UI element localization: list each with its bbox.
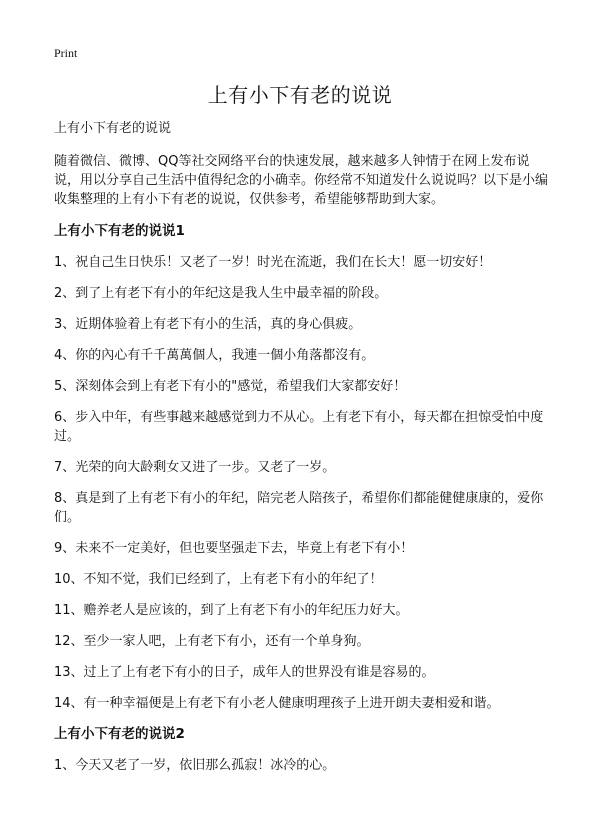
list-item: 12、至少一家人吧，上有老下有小，还有一个单身狗。 (54, 634, 370, 649)
article-body (54, 119, 554, 787)
section-heading: 上有小下有老的说说2 (54, 726, 185, 742)
list-item: 10、不知不觉，我们已经到了，上有老下有小的年纪了！ (54, 572, 383, 587)
list-item: 7、光荣的向大龄剩女又进了一步。又老了一岁。 (54, 460, 336, 475)
list-item: 6、步入中年，有些事越来越感觉到力不从心。上有老下有小，每天都在担惊受怕中度过。 (54, 410, 544, 444)
section-heading: 上有小下有老的说说1 (54, 223, 185, 239)
list-item: 5、深刻体会到上有老下有小的"感觉，希望我们大家都安好！ (54, 379, 407, 394)
list-item: 4、你的內心有千千萬萬個人，我連一個小角落都沒有。 (54, 348, 375, 363)
section-2 (54, 725, 554, 775)
page-title: 上有小下有老的说说 (207, 83, 393, 107)
list-item: 14、有一种幸福便是上有老下有小老人健康明理孩子上进开朗夫妻相爱和谐。 (54, 696, 500, 711)
section-1 (54, 222, 554, 713)
list-item: 9、未来不一定美好，但也要坚强走下去，毕竟上有老下有小！ (54, 541, 414, 556)
print-link[interactable]: Print (54, 46, 78, 60)
intro-paragraph: 随着微信、微博、QQ等社交网络平台的快速发展，越来越多人钟情于在网上发布说说，用以分享自己生活中值得纪念的小确幸。你经常不知道发什么说说吗？以下是小编收集整理的上有小下有老的说说，仅供参考，希望能够帮助到大家。 (54, 154, 549, 207)
list-item: 8、真是到了上有老下有小的年纪，陪完老人陪孩子，希望你们都能健健康康的，爱你们。 (54, 491, 544, 525)
list-item: 1、今天又老了一岁，依旧那么孤寂！冰冷的心。 (54, 758, 336, 773)
subtitle: 上有小下有老的说说 (54, 121, 172, 136)
list-item: 11、赡养老人是应该的，到了上有老下有小的年纪压力好大。 (54, 603, 409, 618)
list-item: 2、到了上有老下有小的年纪这是我人生中最幸福的阶段。 (54, 286, 388, 301)
list-item: 1、祝自己生日快乐！又老了一岁！时光在流逝，我们在长大！愿一切安好！ (54, 255, 492, 270)
list-item: 3、近期体验着上有老下有小的生活，真的身心俱疲。 (54, 317, 362, 332)
list-item: 13、过上了上有老下有小的日子，成年人的世界没有谁是容易的。 (54, 665, 435, 680)
